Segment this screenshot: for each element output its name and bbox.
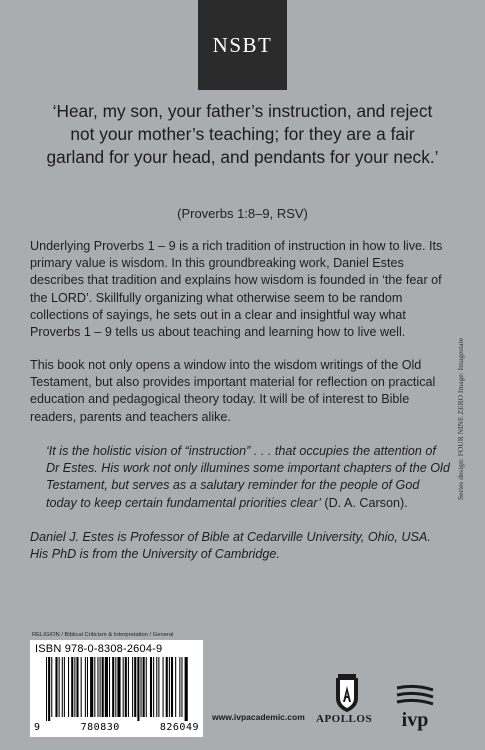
barcode-bar (59, 657, 60, 717)
barcode-bar (48, 657, 50, 721)
isbn-label: ISBN 978-0-8308-2604-9 (35, 643, 163, 655)
barcode-bar (128, 657, 129, 717)
barcode-bar (112, 657, 114, 717)
barcode-bar (64, 657, 65, 717)
endorsement-quote: ‘It is the holistic vision of “instruction” . . . that occupies the attention of Dr Estes. His work not only illumines some important chapters of the Old Testament, but serves as a salutary reminder for the people of God today to keep certain fundamental priorities clear’ (46, 444, 450, 510)
barcode (44, 657, 190, 721)
barcode-bar (115, 657, 116, 717)
website-link[interactable]: www.ivpacademic.com (212, 712, 305, 722)
epigraph-reference: (Proverbs 1:8–9, RSV) (177, 206, 308, 221)
barcode-bar (55, 657, 57, 717)
epigraph-quote: ‘Hear, my son, your father’s instruction, and reject not your mother’s teaching; for they are a fair garland for your head, and pendants for your neck.’ (46, 101, 439, 167)
barcode-bar (175, 657, 176, 717)
barcode-bar (71, 657, 73, 717)
barcode-bar (181, 657, 182, 717)
barcode-bar (137, 657, 139, 721)
author-bio: Daniel J. Estes is Professor of Bible at Cedarville University, Ohio, USA. His PhD is from the University of Cambridge. (30, 530, 431, 562)
barcode-bar (74, 657, 75, 717)
barcode-bar (85, 657, 86, 717)
barcode-digit-group-2: 826049 (159, 722, 199, 733)
barcode-bar (81, 657, 82, 717)
category-label: RELIGION / Biblical Criticism & Interpretation / General (32, 632, 174, 638)
barcode-bar (156, 657, 157, 717)
barcode-digits (34, 722, 199, 733)
barcode-bar (179, 657, 180, 717)
barcode-digit-prefix: 9 (34, 722, 41, 733)
barcode-bar (117, 657, 120, 717)
barcode-bar (76, 657, 78, 717)
barcode-bar (171, 657, 173, 717)
barcode-bar (158, 657, 159, 717)
barcode-bar (68, 657, 69, 717)
barcode-bar (100, 657, 101, 717)
barcode-bar (169, 657, 170, 717)
barcode-bar (94, 657, 95, 717)
barcode-bar (185, 657, 188, 721)
series-badge-text: NSBT (212, 32, 273, 57)
barcode-panel (30, 640, 203, 737)
barcode-bar (134, 657, 136, 717)
barcode-bar (46, 657, 47, 721)
barcode-bar (150, 657, 152, 717)
series-badge (198, 0, 287, 90)
barcode-bar (141, 657, 142, 717)
ivp-wordmark: ivp (401, 709, 429, 731)
endorsement-attribution: (D. A. Carson). (320, 495, 408, 510)
barcode-bar (163, 657, 164, 717)
barcode-bar (109, 657, 110, 717)
barcode-bar (62, 657, 63, 717)
barcode-digit-group-1: 780830 (80, 722, 120, 733)
design-credit: Series design: FOUR NINE ZERO Image: Imagestate (456, 337, 465, 500)
barcode-bar (97, 657, 98, 717)
barcode-bar (105, 657, 108, 717)
barcode-bar (153, 657, 154, 717)
barcode-bar (87, 657, 88, 717)
description-paragraph-1: Underlying Proverbs 1 – 9 is a rich tradition of instruction in how to live. Its primary value is wisdom. In this groundbreaking work, Daniel Estes describes that tradition and explains how wisdom is founded in ‘the fear of the LORD’. Skillfully organizing what otherwise seem to be random collections of sayings, he sets out in a clear and insightful way what Proverbs 1 – 9 tells us about teaching and learning how to live well. (30, 239, 443, 340)
barcode-bar (166, 657, 168, 717)
barcode-bar (132, 657, 133, 717)
endorsement (46, 443, 450, 512)
barcode-bar (125, 657, 127, 717)
barcode-bar (123, 657, 124, 717)
description-paragraph-2: This book not only opens a window into the wisdom writings of the Old Testament, but also provides important material for reflection on practical education and pedagogical theory today. It will be of interest to Bible readers, parents and teachers alike. (30, 358, 436, 424)
barcode-bar (146, 657, 147, 717)
apollos-wordmark: APOLLOS (316, 713, 373, 725)
ivp-logo-icon (393, 682, 437, 732)
barcode-bar (143, 657, 145, 717)
barcode-bar (51, 657, 52, 717)
barcode-bar (102, 657, 104, 717)
barcode-bar (90, 657, 93, 717)
